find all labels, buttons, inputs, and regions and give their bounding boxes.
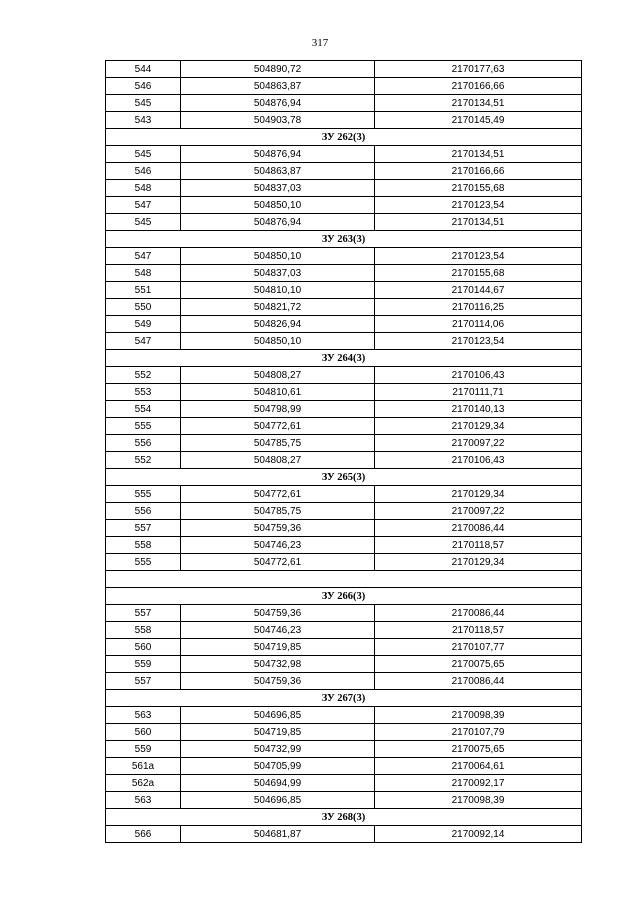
table-row [106,639,582,656]
y-coordinate-cell: 2170145,49 [375,112,582,129]
parcel-header-row [106,588,582,605]
y-coordinate-cell: 2170140,13 [375,401,582,418]
y-coordinate-cell: 2170086,44 [375,605,582,622]
table-row [106,792,582,809]
y-coordinate-cell: 2170155,68 [375,265,582,282]
x-coordinate-cell: 504705,99 [181,758,375,775]
y-coordinate-cell: 2170086,44 [375,673,582,690]
y-coordinate-cell: 2170134,51 [375,95,582,112]
y-coordinate-cell: 2170123,54 [375,248,582,265]
x-coordinate-cell: 504719,85 [181,639,375,656]
point-number-cell: 551 [106,282,181,299]
table-row [106,214,582,231]
point-number-cell: 563 [106,792,181,809]
table-row [106,333,582,350]
parcel-title: ЗУ 264(3) [106,350,582,367]
point-number-cell: 555 [106,554,181,571]
table-row [106,61,582,78]
y-coordinate-cell: 2170118,57 [375,537,582,554]
y-coordinate-cell: 2170097,22 [375,435,582,452]
x-coordinate-cell: 504772,61 [181,486,375,503]
y-coordinate-cell: 2170123,54 [375,333,582,350]
point-number-cell: 558 [106,537,181,554]
x-coordinate-cell: 504810,10 [181,282,375,299]
table-row [106,316,582,333]
point-number-cell: 552 [106,367,181,384]
point-number-cell: 554 [106,401,181,418]
x-coordinate-cell: 504746,23 [181,537,375,554]
x-coordinate-cell: 504826,94 [181,316,375,333]
point-number-cell: 543 [106,112,181,129]
x-coordinate-cell: 504694,99 [181,775,375,792]
y-coordinate-cell: 2170107,79 [375,724,582,741]
point-number-cell: 560 [106,724,181,741]
x-coordinate-cell: 504785,75 [181,503,375,520]
x-coordinate-cell: 504785,75 [181,435,375,452]
table-row [106,95,582,112]
parcel-title [106,571,582,588]
y-coordinate-cell: 2170098,39 [375,707,582,724]
x-coordinate-cell: 504850,10 [181,248,375,265]
point-number-cell: 545 [106,95,181,112]
parcel-title: ЗУ 266(3) [106,588,582,605]
table-row [106,265,582,282]
point-number-cell: 563 [106,707,181,724]
y-coordinate-cell: 2170116,25 [375,299,582,316]
table-row [106,367,582,384]
parcel-title: ЗУ 267(3) [106,690,582,707]
y-coordinate-cell: 2170129,34 [375,486,582,503]
point-number-cell: 560 [106,639,181,656]
x-coordinate-cell: 504719,85 [181,724,375,741]
y-coordinate-cell: 2170166,66 [375,78,582,95]
y-coordinate-cell: 2170107,77 [375,639,582,656]
table-row [106,197,582,214]
table-row [106,112,582,129]
y-coordinate-cell: 2170177,63 [375,61,582,78]
x-coordinate-cell: 504850,10 [181,333,375,350]
point-number-cell: 555 [106,486,181,503]
point-number-cell: 553 [106,384,181,401]
point-number-cell: 555 [106,418,181,435]
x-coordinate-cell: 504732,99 [181,741,375,758]
table-row [106,741,582,758]
y-coordinate-cell: 2170129,34 [375,418,582,435]
table-row [106,775,582,792]
point-number-cell: 546 [106,163,181,180]
x-coordinate-cell: 504890,72 [181,61,375,78]
y-coordinate-cell: 2170155,68 [375,180,582,197]
x-coordinate-cell: 504837,03 [181,180,375,197]
parcel-header-row [106,571,582,588]
parcel-title: ЗУ 263(3) [106,231,582,248]
table-row [106,826,582,843]
x-coordinate-cell: 504759,36 [181,520,375,537]
table-row [106,605,582,622]
y-coordinate-cell: 2170134,51 [375,214,582,231]
parcel-header-row [106,129,582,146]
x-coordinate-cell: 504759,36 [181,673,375,690]
x-coordinate-cell: 504876,94 [181,146,375,163]
point-number-cell: 556 [106,435,181,452]
y-coordinate-cell: 2170075,65 [375,741,582,758]
table-row [106,452,582,469]
y-coordinate-cell: 2170129,34 [375,554,582,571]
y-coordinate-cell: 2170114,06 [375,316,582,333]
point-number-cell: 557 [106,605,181,622]
table-row [106,180,582,197]
x-coordinate-cell: 504681,87 [181,826,375,843]
y-coordinate-cell: 2170106,43 [375,367,582,384]
x-coordinate-cell: 504903,78 [181,112,375,129]
y-coordinate-cell: 2170075,65 [375,656,582,673]
point-number-cell: 561а [106,758,181,775]
point-number-cell: 562а [106,775,181,792]
page-number: 317 [311,37,329,49]
y-coordinate-cell: 2170106,43 [375,452,582,469]
x-coordinate-cell: 504772,61 [181,418,375,435]
parcel-header-row [106,809,582,826]
coordinates-table [105,60,582,843]
table-row [106,537,582,554]
x-coordinate-cell: 504876,94 [181,95,375,112]
parcel-header-row [106,690,582,707]
y-coordinate-cell: 2170092,14 [375,826,582,843]
x-coordinate-cell: 504759,36 [181,605,375,622]
table-row [106,248,582,265]
point-number-cell: 557 [106,673,181,690]
y-coordinate-cell: 2170144,67 [375,282,582,299]
point-number-cell: 548 [106,180,181,197]
y-coordinate-cell: 2170166,66 [375,163,582,180]
x-coordinate-cell: 504850,10 [181,197,375,214]
x-coordinate-cell: 504696,85 [181,792,375,809]
x-coordinate-cell: 504810,61 [181,384,375,401]
y-coordinate-cell: 2170123,54 [375,197,582,214]
point-number-cell: 545 [106,146,181,163]
x-coordinate-cell: 504808,27 [181,367,375,384]
table-row [106,673,582,690]
point-number-cell: 559 [106,741,181,758]
y-coordinate-cell: 2170118,57 [375,622,582,639]
y-coordinate-cell: 2170134,51 [375,146,582,163]
point-number-cell: 552 [106,452,181,469]
x-coordinate-cell: 504746,23 [181,622,375,639]
table-row [106,418,582,435]
x-coordinate-cell: 504837,03 [181,265,375,282]
point-number-cell: 548 [106,265,181,282]
parcel-header-row [106,350,582,367]
x-coordinate-cell: 504808,27 [181,452,375,469]
coordinates-table-body [106,61,582,843]
point-number-cell: 544 [106,61,181,78]
y-coordinate-cell: 2170097,22 [375,503,582,520]
table-row [106,724,582,741]
x-coordinate-cell: 504876,94 [181,214,375,231]
table-row [106,299,582,316]
point-number-cell: 566 [106,826,181,843]
x-coordinate-cell: 504863,87 [181,78,375,95]
y-coordinate-cell: 2170092,17 [375,775,582,792]
point-number-cell: 545 [106,214,181,231]
table-row [106,486,582,503]
table-row [106,622,582,639]
x-coordinate-cell: 504821,72 [181,299,375,316]
table-row [106,163,582,180]
parcel-title: ЗУ 265(3) [106,469,582,486]
table-row [106,758,582,775]
parcel-title: ЗУ 268(3) [106,809,582,826]
parcel-title: ЗУ 262(3) [106,129,582,146]
table-row [106,384,582,401]
point-number-cell: 557 [106,520,181,537]
point-number-cell: 550 [106,299,181,316]
point-number-cell: 556 [106,503,181,520]
table-row [106,707,582,724]
table-row [106,401,582,418]
point-number-cell: 559 [106,656,181,673]
table-row [106,435,582,452]
y-coordinate-cell: 2170111,71 [375,384,582,401]
point-number-cell: 546 [106,78,181,95]
x-coordinate-cell: 504772,61 [181,554,375,571]
point-number-cell: 547 [106,333,181,350]
table-row [106,656,582,673]
x-coordinate-cell: 504732,98 [181,656,375,673]
point-number-cell: 558 [106,622,181,639]
y-coordinate-cell: 2170086,44 [375,520,582,537]
point-number-cell: 547 [106,248,181,265]
table-row [106,520,582,537]
table-row [106,503,582,520]
x-coordinate-cell: 504863,87 [181,163,375,180]
y-coordinate-cell: 2170098,39 [375,792,582,809]
y-coordinate-cell: 2170064,61 [375,758,582,775]
point-number-cell: 549 [106,316,181,333]
table-row [106,282,582,299]
parcel-header-row [106,469,582,486]
table-row [106,554,582,571]
x-coordinate-cell: 504696,85 [181,707,375,724]
table-row [106,146,582,163]
table-row [106,78,582,95]
point-number-cell: 547 [106,197,181,214]
x-coordinate-cell: 504798,99 [181,401,375,418]
parcel-header-row [106,231,582,248]
